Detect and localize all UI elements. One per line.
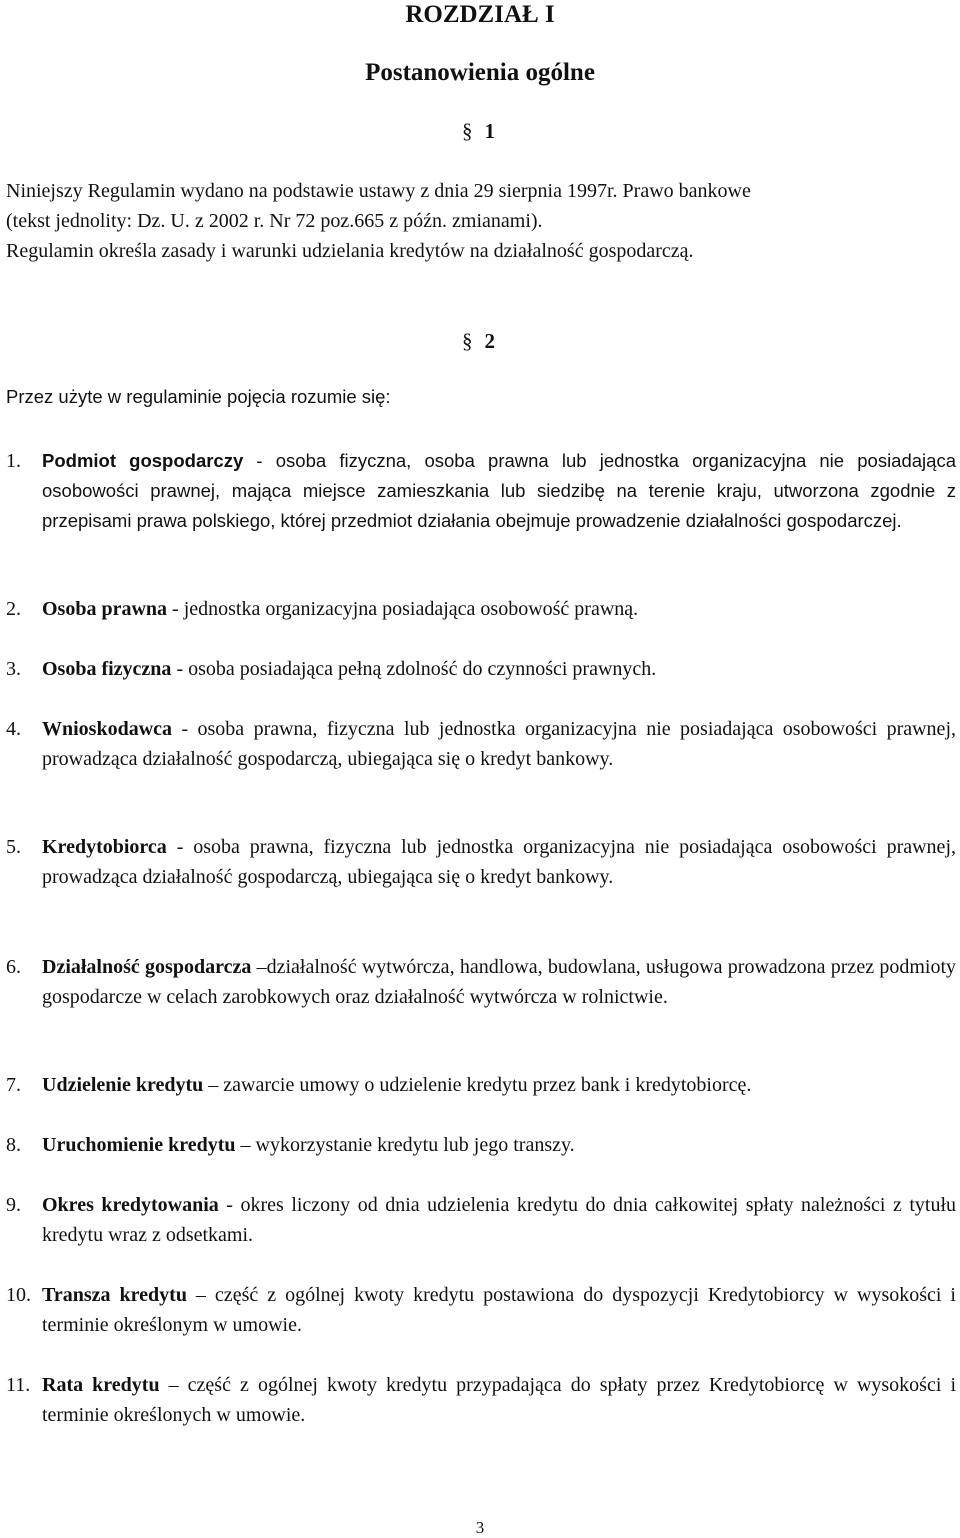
definition-term: Wnioskodawca xyxy=(42,718,173,740)
definition-item xyxy=(6,1190,956,1250)
definition-text xyxy=(42,1070,956,1100)
definition-body: – zawarcie umowy o udzielenie kredytu przez bank i kredytobiorcę. xyxy=(203,1074,752,1096)
definition-item xyxy=(6,446,956,536)
definition-body: - okres liczony od dnia udzielenia kredytu do dnia całkowitej spłaty należności z tytułu kredytu wraz z odsetkami. xyxy=(42,1194,956,1246)
section-symbol: § xyxy=(462,119,473,143)
page-number: 3 xyxy=(475,1518,485,1537)
section-symbol: § xyxy=(462,329,473,353)
definition-body: - osoba posiadająca pełną zdolność do czynności prawnych. xyxy=(171,658,657,680)
definition-term: Uruchomienie kredytu xyxy=(42,1134,236,1156)
definition-body: - osoba fizyczna, osoba prawna lub jednostka organizacyjna nie posiadająca osobowości prawnej, mająca miejsce zamieszkania lub siedzibę na terenie kraju, utworzona zgodnie z przepisami prawa polskiego, której przedmiot działania obejmuje prowadzenie działalności gospodarczej. xyxy=(42,450,956,531)
definition-number: 3. xyxy=(6,658,21,680)
definition-term: Osoba fizyczna xyxy=(42,658,172,680)
definition-text xyxy=(42,832,956,892)
definition-text xyxy=(42,654,956,684)
definition-item xyxy=(6,1130,956,1160)
definition-number: 11. xyxy=(6,1374,31,1396)
definition-text xyxy=(42,1370,956,1430)
paragraph-1-heading xyxy=(462,118,495,144)
definition-text xyxy=(42,1280,956,1340)
definition-item xyxy=(6,952,956,1012)
definition-number: 7. xyxy=(6,1074,21,1096)
definition-term: Transza kredytu xyxy=(42,1284,187,1306)
definition-body: - osoba prawna, fizyczna lub jednostka organizacyjna nie posiadająca osobowości prawnej, prowadząca działalność gospodarczą, ubiegająca się o kredyt bankowy. xyxy=(42,836,956,888)
definition-item xyxy=(6,1070,956,1100)
definition-number: 9. xyxy=(6,1194,21,1216)
definition-text xyxy=(42,446,956,536)
definition-number: 5. xyxy=(6,836,21,858)
definition-body: – wykorzystanie kredytu lub jego transzy. xyxy=(235,1134,575,1156)
definition-text xyxy=(42,1130,956,1160)
paragraph-1-line-1: Niniejszy Regulamin wydano na podstawie ustawy z dnia 29 sierpnia 1997r. Prawo bankowe xyxy=(6,180,751,202)
definition-text xyxy=(42,952,956,1012)
paragraph-number: 2 xyxy=(484,329,495,353)
section-title: Postanowienia ogólne xyxy=(365,59,595,86)
paragraph-2-heading xyxy=(462,328,495,354)
definitions-intro: Przez użyte w regulaminie pojęcia rozumie się: xyxy=(6,386,391,407)
definition-body: - osoba prawna, fizyczna lub jednostka organizacyjna nie posiadająca osobowości prawnej, prowadząca działalność gospodarczą, ubiegająca się o kredyt bankowy. xyxy=(42,718,956,770)
definition-number: 2. xyxy=(6,598,21,620)
paragraph-1-line-2: (tekst jednolity: Dz. U. z 2002 r. Nr 72 poz.665 z późn. zmianami). xyxy=(6,210,543,232)
definition-text xyxy=(42,1190,956,1250)
definition-number: 10. xyxy=(6,1284,31,1306)
definition-body: – część z ogólnej kwoty kredytu przypadająca do spłaty przez Kredytobiorcę w wysokości i terminie określonych w umowie. xyxy=(42,1374,956,1426)
definition-term: Rata kredytu xyxy=(42,1374,160,1396)
paragraph-1-line-3: Regulamin określa zasady i warunki udzielania kredytów na działalność gospodarczą. xyxy=(6,240,694,262)
definition-term: Kredytobiorca xyxy=(42,836,167,858)
definition-body: –działalność wytwórcza, handlowa, budowlana, usługowa prowadzona przez podmioty gospodarcze w celach zarobkowych oraz działalność wytwórcza w rolnictwie. xyxy=(42,956,956,1008)
definition-item xyxy=(6,714,956,774)
definition-term: Udzielenie kredytu xyxy=(42,1074,204,1096)
definition-item xyxy=(6,1370,956,1430)
definition-item xyxy=(6,1280,956,1340)
definition-text xyxy=(42,594,956,624)
definition-body: – część z ogólnej kwoty kredytu postawiona do dyspozycji Kredytobiorcy w wysokości i terminie określonym w umowie. xyxy=(42,1284,956,1336)
definition-body: - jednostka organizacyjna posiadająca osobowość prawną. xyxy=(167,598,639,620)
definition-number: 4. xyxy=(6,718,21,740)
definition-term: Podmiot gospodarczy xyxy=(42,450,244,471)
definition-text xyxy=(42,714,956,774)
definition-number: 8. xyxy=(6,1134,21,1156)
definition-item xyxy=(6,654,956,684)
definition-number: 1. xyxy=(6,450,21,472)
chapter-title: ROZDZIAŁ I xyxy=(405,1,555,28)
definition-item xyxy=(6,832,956,892)
definition-number: 6. xyxy=(6,956,21,978)
definition-item xyxy=(6,594,956,624)
paragraph-number: 1 xyxy=(484,119,495,143)
definition-term: Okres kredytowania xyxy=(42,1194,219,1216)
definition-term: Osoba prawna xyxy=(42,598,168,620)
definition-term: Działalność gospodarcza xyxy=(42,956,252,978)
